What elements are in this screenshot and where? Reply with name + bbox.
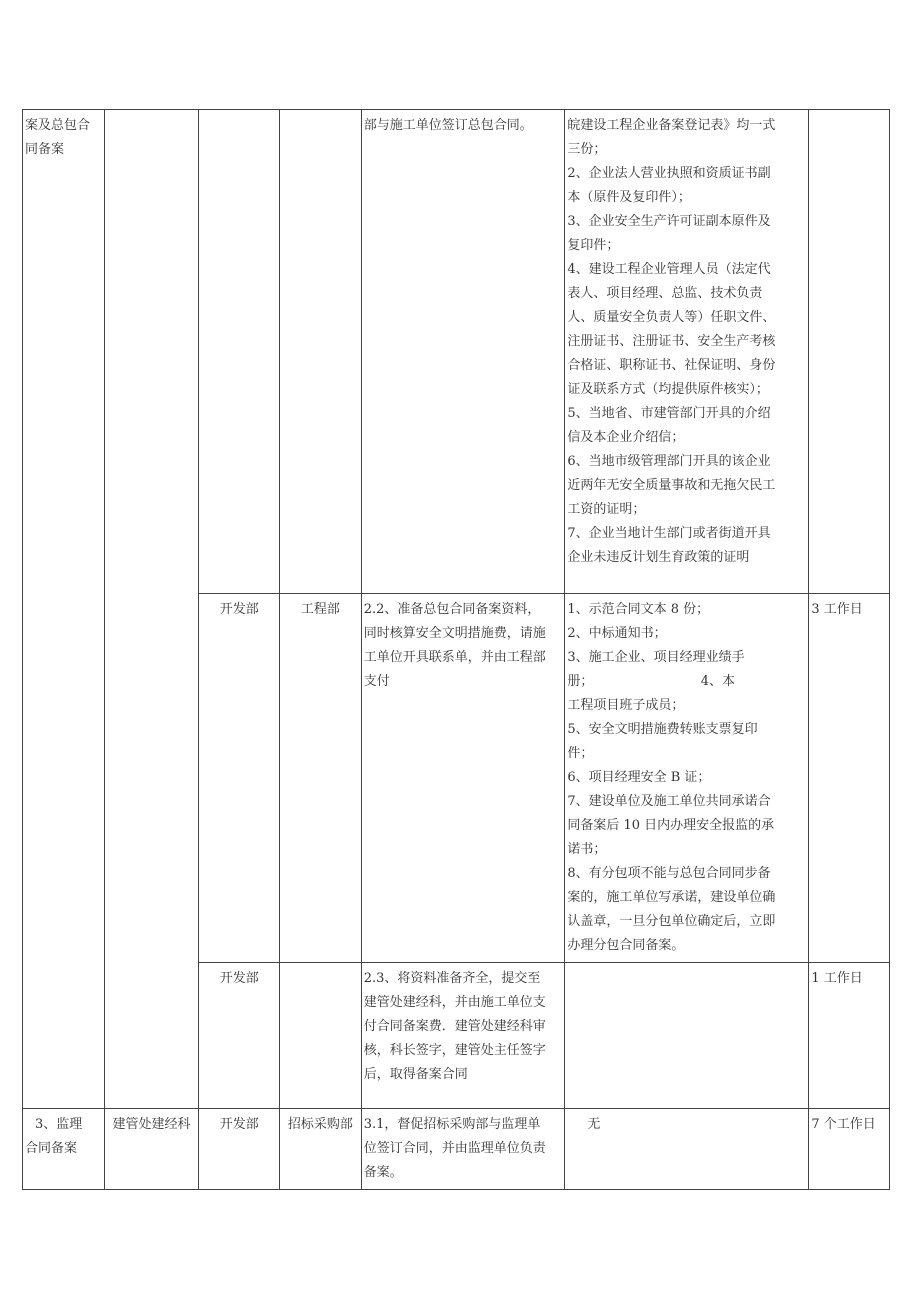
action-text: 后，取得备案合同 — [363, 1067, 468, 1082]
dept-cell — [199, 594, 280, 963]
time-cell — [809, 594, 890, 963]
authority-cell — [104, 1109, 199, 1190]
materials-line: 办理分包合同备案。 — [567, 938, 685, 953]
stage-text: 案及总包合 — [25, 118, 91, 133]
action-cell — [361, 594, 565, 963]
dept-text: 开发部 — [219, 1117, 259, 1132]
materials-line: 5、安全文明措施费转账支票复印 — [567, 722, 758, 737]
cooperate-text: 工程部 — [300, 602, 340, 617]
time-cell — [809, 1109, 890, 1190]
stage-cell — [23, 1109, 105, 1190]
dept-cell — [199, 963, 280, 1109]
materials-line: 诺书； — [567, 842, 607, 857]
action-text: 2.3、将资料准备齐全，提交至 — [363, 971, 541, 986]
action-text: 部与施工单位签订总包合同。 — [363, 118, 533, 133]
table-row — [23, 1109, 890, 1190]
time-cell — [809, 963, 890, 1109]
materials-line: 3、施工企业、项目经理业绩手 — [567, 650, 745, 665]
dept-text: 开发部 — [219, 971, 259, 986]
materials-line: 7、建设单位及施工单位共同承诺合 — [567, 794, 771, 809]
authority-text: 建管处建经科 — [112, 1117, 191, 1132]
materials-line: 三份； — [567, 142, 607, 157]
table-row — [23, 110, 890, 594]
time-text: 3 工作日 — [811, 602, 863, 617]
materials-line: 5、当地省、市建管部门开具的介绍 — [567, 406, 771, 421]
materials-line: 注册证书、注册证书、安全生产考核 — [567, 334, 776, 349]
action-text: 付合同备案费．建管处建经科审 — [363, 1019, 546, 1034]
materials-line: 7、企业当地计生部门或者街道开具 — [567, 526, 771, 541]
action-text: 建管处建经科，并由施工单位支 — [363, 995, 546, 1010]
action-cell — [361, 1109, 565, 1190]
materials-line: 信及本企业介绍信； — [567, 430, 685, 445]
authority-cell — [104, 110, 199, 1109]
time-cell — [809, 110, 890, 594]
materials-line: 3、企业安全生产许可证副本原件及 — [567, 214, 771, 229]
action-text: 同时核算安全文明措施费，请施 — [363, 626, 546, 641]
stage-text: 3、监理 — [35, 1117, 83, 1132]
action-text: 2.2、准备总包合同备案资料， — [363, 602, 541, 617]
materials-line: 工程项目班子成员； — [567, 698, 685, 713]
materials-line: 册； 4、本 — [567, 674, 736, 689]
time-text: 7 个工作日 — [811, 1117, 876, 1132]
materials-line: 近两年无安全质量事故和无拖欠民工 — [567, 478, 776, 493]
stage-text: 同备案 — [25, 142, 65, 157]
materials-line: 同备案后 10 日内办理安全报监的承 — [567, 818, 775, 833]
action-cell — [361, 110, 565, 594]
stage-cell — [23, 110, 105, 1109]
action-text: 位签订合同，并由监理单位负责 — [363, 1141, 546, 1156]
materials-line: 8、有分包项不能与总包合同同步备 — [567, 866, 771, 881]
materials-cell — [565, 110, 809, 594]
materials-line: 认盖章，一旦分包单位确定后，立即 — [567, 914, 776, 929]
dept-cell — [199, 110, 280, 594]
materials-line: 2、中标通知书； — [567, 626, 667, 641]
cooperate-cell — [280, 110, 362, 594]
materials-line: 企业未违反计划生育政策的证明 — [567, 550, 750, 565]
materials-cell — [565, 1109, 809, 1190]
action-cell — [361, 963, 565, 1109]
materials-line: 件； — [567, 746, 594, 761]
materials-line: 合格证、职称证书、社保证明、身份 — [567, 358, 776, 373]
materials-line: 皖建设工程企业备案登记表》均一式 — [567, 118, 776, 133]
dept-text: 开发部 — [219, 602, 259, 617]
action-text: 备案。 — [363, 1165, 403, 1180]
materials-line: 6、项目经理安全 B 证； — [567, 770, 711, 785]
cooperate-cell — [280, 1109, 362, 1190]
stage-text: 合同备案 — [25, 1141, 78, 1156]
action-text: 3.1，督促招标采购部与监理单 — [363, 1117, 541, 1132]
materials-text: 无 — [587, 1117, 601, 1132]
action-text: 支付 — [363, 674, 390, 689]
materials-line: 证及联系方式（均提供原件核实）； — [567, 382, 769, 397]
cooperate-cell — [280, 963, 362, 1109]
materials-line: 表人、项目经理、总监、技术负责 — [567, 286, 763, 301]
materials-line: 复印件； — [567, 238, 620, 253]
dept-cell — [199, 1109, 280, 1190]
materials-line: 工资的证明； — [567, 502, 646, 517]
materials-line: 1、示范合同文本 8 份； — [567, 602, 710, 617]
materials-cell — [565, 963, 809, 1109]
cooperate-cell — [280, 594, 362, 963]
materials-line: 4、建设工程企业管理人员（法定代 — [567, 262, 771, 277]
materials-line: 2、企业法人营业执照和资质证书副 — [567, 166, 771, 181]
materials-line: 6、当地市级管理部门开具的该企业 — [567, 454, 771, 469]
materials-line: 本（原件及复印件）； — [567, 190, 691, 205]
materials-line: 人、质量安全负责人等）任职文件、 — [567, 310, 776, 325]
procedure-table — [22, 109, 890, 1190]
materials-cell — [565, 594, 809, 963]
time-text: 1 工作日 — [811, 971, 863, 986]
action-text: 工单位开具联系单，并由工程部 — [363, 650, 546, 665]
cooperate-text: 招标采购部 — [287, 1117, 353, 1132]
action-text: 核，科长签字，建管处主任签字 — [363, 1043, 546, 1058]
materials-line: 案的，施工单位写承诺，建设单位确 — [567, 890, 776, 905]
